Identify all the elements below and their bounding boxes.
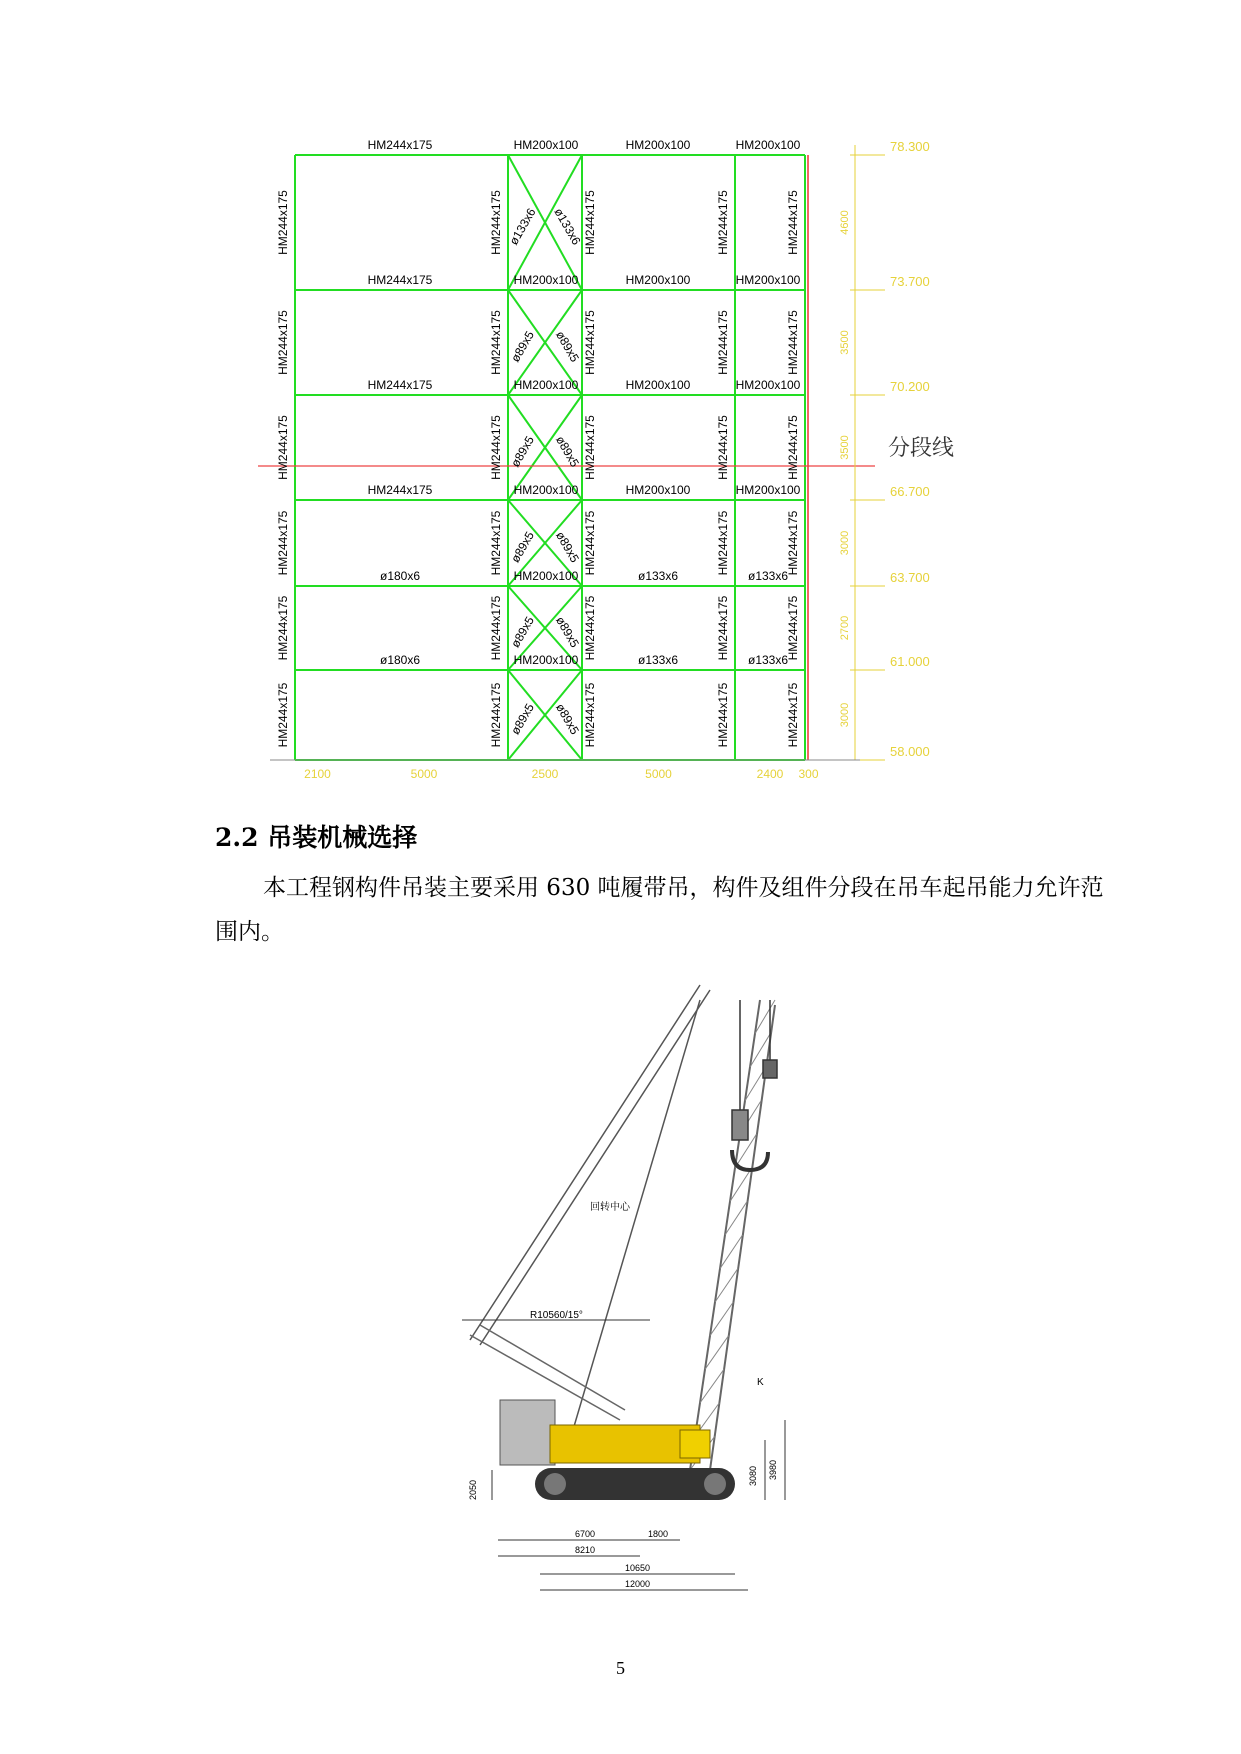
column-label: HM244x175	[716, 310, 730, 375]
column-label: HM244x175	[716, 415, 730, 480]
pipe-label: HM200x100	[513, 653, 579, 667]
column-label: HM244x175	[583, 310, 597, 375]
beam-label: HM200x100	[735, 483, 801, 497]
beam-label: HM244x175	[367, 378, 433, 392]
column-label: HM244x175	[583, 682, 597, 748]
beam-label: HM200x100	[625, 378, 691, 392]
brace-label: ø89x5	[508, 701, 537, 737]
brace-label: ø89x5	[508, 433, 537, 470]
pipe-label: ø180x6	[379, 653, 421, 667]
column-label: HM244x175	[786, 190, 800, 255]
column-label: HM244x175	[716, 682, 730, 748]
brace-label: ø133x6	[551, 205, 584, 248]
crawler-crane-drawing	[440, 975, 840, 1605]
column-label: HM244x175	[276, 682, 290, 748]
column-label: HM244x175	[583, 510, 597, 576]
upper-body	[550, 1425, 700, 1463]
elevation-label: 58.000	[890, 744, 930, 759]
pipe-label: ø133x6	[637, 653, 679, 667]
brace-label: ø89x5	[553, 433, 582, 470]
beam-label: HM200x100	[735, 378, 801, 392]
pipe-label: HM200x100	[513, 569, 579, 583]
beam-label: HM200x100	[625, 138, 691, 152]
dim-2050: 2050	[468, 1479, 478, 1500]
column-label: HM244x175	[276, 190, 290, 255]
span-label: 2500	[531, 767, 559, 781]
brace-label: ø89x5	[553, 529, 582, 565]
column-label: HM244x175	[786, 595, 800, 661]
beam-label: HM200x100	[625, 483, 691, 497]
elevation-label: 70.200	[890, 379, 930, 394]
story-height-label: 3000	[839, 702, 851, 728]
segment-line-label: 分段线	[888, 435, 955, 460]
brace-label: ø89x5	[508, 529, 537, 565]
column-label: HM244x175	[489, 595, 503, 661]
column-label: HM244x175	[583, 595, 597, 661]
beam-label: HM200x100	[625, 273, 691, 287]
column-label: HM244x175	[276, 510, 290, 576]
beam-label: HM244x175	[367, 273, 433, 287]
span-label: 2400	[756, 767, 784, 781]
section-paragraph: 本工程钢构件吊装主要采用 630 吨履带吊，构件及组件分段在吊车起吊能力允许范围内。	[215, 875, 1104, 945]
beam-label: HM200x100	[513, 138, 579, 152]
brace-label: ø89x5	[553, 328, 582, 365]
dim-6700: 6700	[575, 1529, 596, 1539]
column-label: HM244x175	[583, 415, 597, 480]
column-label: HM244x175	[786, 310, 800, 375]
column-label: HM244x175	[489, 510, 503, 576]
beam-label: HM200x100	[513, 378, 579, 392]
dim-10650: 10650	[625, 1563, 651, 1573]
story-height-label: 3000	[839, 530, 851, 556]
dim-1800: 1800	[648, 1529, 669, 1539]
column-label: HM244x175	[583, 190, 597, 255]
column-label: HM244x175	[489, 415, 503, 480]
span-label: 5000	[645, 767, 672, 781]
slewing-center-label: 回转中心	[590, 1202, 630, 1213]
span-label: 5000	[410, 767, 438, 781]
brace-label: ø133x6	[506, 205, 539, 248]
beam-label: HM244x175	[367, 483, 433, 497]
beam-label: HM244x175	[367, 138, 433, 152]
pipe-label: ø180x6	[379, 569, 421, 583]
pipe-label: ø133x6	[747, 569, 789, 583]
elevation-label: 78.300	[890, 139, 930, 154]
elevation-label: 66.700	[890, 484, 930, 499]
beam-label: HM200x100	[735, 138, 801, 152]
story-height-label: 4600	[839, 210, 851, 235]
beam-label: HM200x100	[735, 273, 801, 287]
column-label: HM244x175	[716, 510, 730, 576]
column-label: HM244x175	[489, 682, 503, 748]
brace-label: ø89x5	[553, 701, 582, 737]
column-label: HM244x175	[276, 595, 290, 661]
page-number: 5	[616, 1658, 625, 1678]
elevation-label: 63.700	[890, 570, 930, 585]
beam-label: HM200x100	[513, 273, 579, 287]
column-label: HM244x175	[489, 190, 503, 255]
brace-label: ø89x5	[508, 328, 537, 365]
dim-3080: 3080	[748, 1465, 758, 1486]
column-label: HM244x175	[786, 510, 800, 576]
dim-8210: 8210	[575, 1545, 596, 1555]
pipe-label: ø133x6	[637, 569, 679, 583]
beam-label: HM200x100	[513, 483, 579, 497]
span-label: 300	[798, 767, 819, 781]
column-label: HM244x175	[276, 310, 290, 375]
column-label: HM244x175	[716, 190, 730, 255]
brace-label: ø89x5	[553, 614, 582, 650]
column-label: HM244x175	[786, 415, 800, 480]
k-label: K	[757, 1377, 764, 1388]
dim-3980: 3980	[768, 1459, 778, 1480]
steel-frame-elevation-drawing	[250, 120, 970, 800]
section-heading: 2.2 吊装机械选择	[215, 823, 418, 852]
story-height-label: 3500	[839, 330, 851, 355]
column-label: HM244x175	[276, 415, 290, 480]
dim-12000: 12000	[625, 1579, 651, 1589]
elevation-label: 61.000	[890, 654, 930, 669]
radius-label: R10560/15°	[530, 1310, 583, 1321]
elevation-label: 73.700	[890, 274, 930, 289]
column-label: HM244x175	[716, 595, 730, 661]
pipe-label: ø133x6	[747, 653, 789, 667]
story-height-label: 3500	[839, 435, 851, 460]
column-label: HM244x175	[786, 682, 800, 748]
counterweight	[500, 1400, 555, 1465]
span-label: 2100	[304, 767, 331, 781]
story-height-label: 2700	[839, 615, 851, 641]
column-label: HM244x175	[489, 310, 503, 375]
cab	[680, 1430, 710, 1458]
brace-label: ø89x5	[508, 614, 537, 650]
